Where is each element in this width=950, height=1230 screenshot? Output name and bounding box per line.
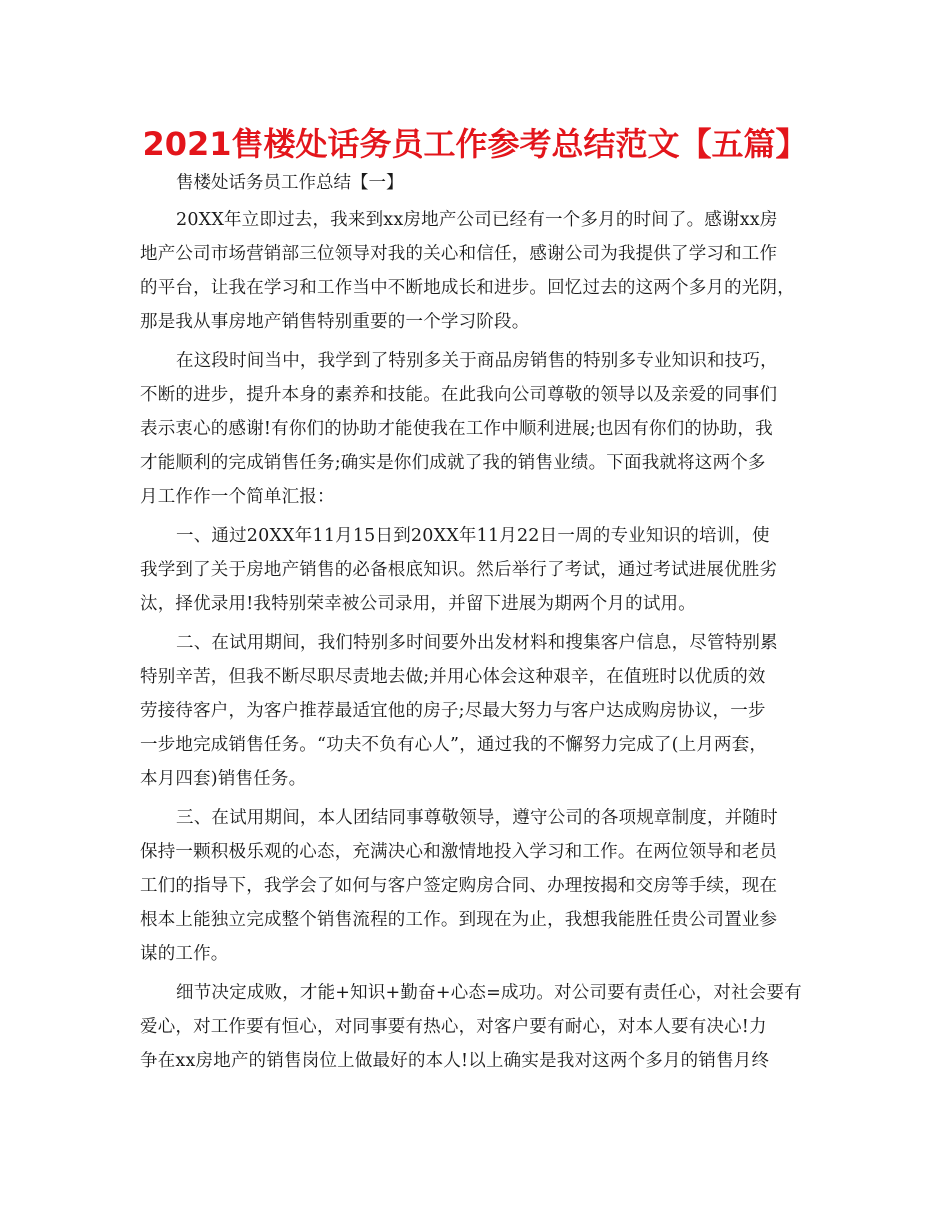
paragraph-line: 根本上能独立完成整个销售流程的工作。到现在为止，我想我能胜任贵公司置业参 xyxy=(140,910,778,930)
paragraph-line: 才能顺利的完成销售任务;确实是你们成就了我的销售业绩。下面我就将这两个多 xyxy=(140,453,766,473)
paragraph-line: 劳接待客户，为客户推荐最适宜他的房子;尽最大努力与客户达成购房协议，一步 xyxy=(140,701,766,721)
paragraph-line: 在这段时间当中，我学到了特别多关于商品房销售的特别多专业知识和技巧， xyxy=(176,351,778,371)
paragraph-line: 爱心，对工作要有恒心，对同事要有热心，对客户要有耐心，对本人要有决心!力 xyxy=(140,1017,767,1037)
paragraph-list xyxy=(140,203,830,1078)
section-heading: 售楼处话务员工作总结【一】 xyxy=(176,173,404,193)
paragraph-line: 不断的进步，提升本身的素养和技能。在此我向公司尊敬的领导以及亲爱的同事们 xyxy=(140,385,778,405)
paragraph-line: 那是我从事房地产销售特别重要的一个学习阶段。 xyxy=(140,312,530,332)
paragraph xyxy=(140,519,830,621)
paragraph xyxy=(140,801,830,971)
paragraph xyxy=(140,344,830,514)
paragraph-line: 二、在试用期间，我们特别多时间要外出发材料和搜集客户信息，尽管特别累 xyxy=(176,633,778,653)
paragraph-line: 我学到了关于房地产销售的必备根底知识。然后举行了考试，通过考试进展优胜劣 xyxy=(140,560,778,580)
paragraph-line: 保持一颗积极乐观的心态，充满决心和激情地投入学习和工作。在两位领导和老员 xyxy=(140,842,778,862)
paragraph xyxy=(140,976,830,1078)
paragraph-line: 地产公司市场营销部三位领导对我的关心和信任，感谢公司为我提供了学习和工作 xyxy=(140,244,778,264)
paragraph-line: 特别辛苦，但我不断尽职尽责地去做;并用心体会这种艰辛，在值班时以优质的效 xyxy=(140,667,766,687)
paragraph-line: 三、在试用期间，本人团结同事尊敬领导，遵守公司的各项规章制度，并随时 xyxy=(176,808,778,828)
paragraph-line: 汰，择优录用!我特别荣幸被公司录用，并留下进展为期两个月的试用。 xyxy=(140,594,696,614)
paragraph-line: 20XX年立即过去，我来到xx房地产公司已经有一个多月的时间了。感谢xx房 xyxy=(176,210,778,230)
paragraph-line: 的平台，让我在学习和工作当中不断地成长和进步。回忆过去的这两个多月的光阴， xyxy=(140,278,795,298)
paragraph-line: 表示衷心的感谢!有你们的协助才能使我在工作中顺利进展;也因有你们的协助，我 xyxy=(140,419,773,439)
paragraph-line: 一、通过20XX年11月15日到20XX年11月22日一周的专业知识的培训，使 xyxy=(176,526,770,546)
paragraph-line: 本月四套)销售任务。 xyxy=(140,769,307,789)
document-title: 2021售楼处话务员工作参考总结范文【五篇】 xyxy=(142,125,808,163)
paragraph-line: 谋的工作。 xyxy=(140,944,229,964)
paragraph-line: 细节决定成败，才能+知识+勤奋+心态=成功。对公司要有责任心，对社会要有 xyxy=(176,983,802,1003)
paragraph-line: 工们的指导下，我学会了如何与客户签定购房合同、办理按揭和交房等手续，现在 xyxy=(140,876,778,896)
paragraph-line: 月工作作一个简单汇报： xyxy=(140,487,335,507)
document-body xyxy=(140,168,830,1078)
paragraph-line: 一步地完成销售任务。“功夫不负有心人”，通过我的不懈努力完成了(上月两套， xyxy=(140,735,768,755)
paragraph xyxy=(140,626,830,796)
paragraph-line: 争在xx房地产的销售岗位上做最好的本人!以上确实是我对这两个多月的销售月终 xyxy=(140,1051,770,1071)
paragraph xyxy=(140,203,830,339)
